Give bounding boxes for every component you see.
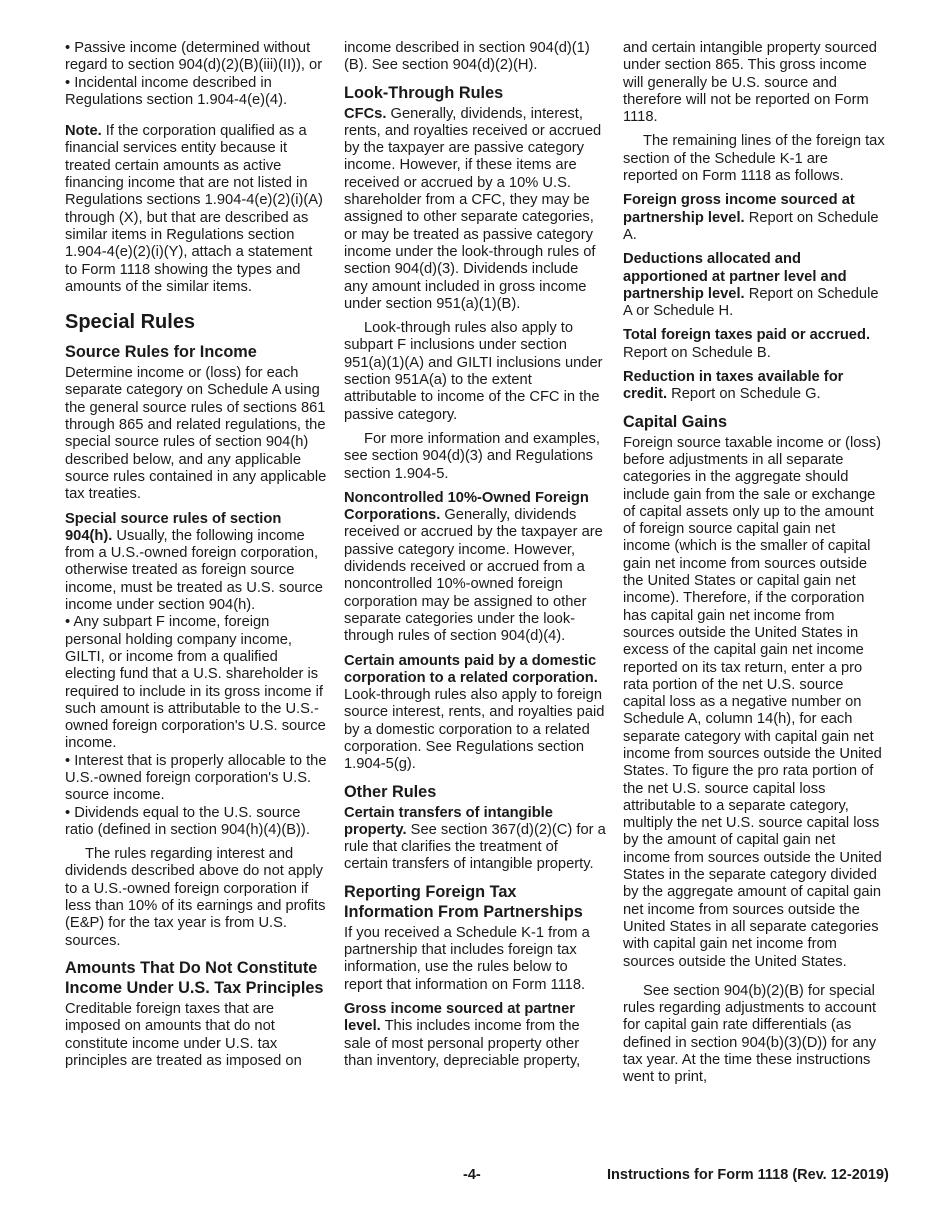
- page-number: -4-: [463, 1167, 481, 1183]
- remaining-lines-text: The remaining lines of the foreign tax section of the Schedule K-1 are reported on Form 1118 as follows.: [623, 133, 885, 185]
- cfcs-text: Generally, dividends, interest, rents, and royalties received or accrued by the taxpayer are passive category income. However, if these items are received or accrued by a 10% U.S. shareholder from a CFC, they may be assigned to other separate categories, or may be treated as passive category income under the look-through rules of section 904(d)(3). Dividends include any amount included in gross income under section 951(a)(1)(B).: [344, 105, 602, 312]
- capital-gains-heading: Capital Gains: [623, 412, 728, 431]
- foreign-gross-label: Foreign gross income sourced at partnership level.: [623, 192, 855, 226]
- reduction-text: Report on Schedule G.: [667, 386, 821, 403]
- bullet-incidental-income: • Incidental income described in Regulations section 1.904-4(e)(4).: [65, 74, 288, 108]
- source-rules-text: Determine income or (loss) for each separate category on Schedule A using the general source rules of sections 861 through 865 and related regulations, the special source rules of section 904(h) described below, and any applicable source rules contained in any applicable tax treaties.: [65, 365, 327, 503]
- total-taxes-paragraph: [623, 327, 885, 362]
- cfcs-label: CFCs.: [344, 105, 387, 122]
- deductions-paragraph: [623, 251, 885, 320]
- special-source-label: Special source rules of section 904(h).: [65, 510, 282, 544]
- certain-amounts-paragraph: [344, 653, 606, 774]
- bullet-dividends: • Dividends equal to the U.S. source ratio (defined in section 904(h)(4)(B)).: [65, 804, 310, 838]
- column-2: [344, 40, 606, 1077]
- continued-text: and certain intangible property sourced under section 865. This gross income will generally be U.S. source and therefore will not be reported on Form 1118.: [623, 40, 877, 126]
- continued-text: income described in section 904(d)(1)(B). See section 904(d)(2)(H).: [344, 40, 590, 74]
- transfers-text: See section 367(d)(2)(C) for a rule that clarifies the treatment of certain transfers of intangible property.: [344, 821, 606, 873]
- lookthrough-heading: Look-Through Rules: [344, 83, 504, 102]
- note-label: Note.: [65, 123, 102, 140]
- special-source-paragraph: [65, 511, 327, 615]
- source-rules-heading: Source Rules for Income: [65, 343, 257, 362]
- note-paragraph: [65, 123, 327, 296]
- total-taxes-label: Total foreign taxes paid or accrued.: [623, 327, 871, 344]
- reduction-paragraph: [623, 369, 885, 404]
- transfers-paragraph: [344, 805, 606, 874]
- noncontrolled-text: Generally, dividends received or accrued by the taxpayer are passive category income. However, dividends received or accrued from a noncontrolled 10%-owned foreign corporation may be assigned to other separate categories under the look-through rules of section 904(d)(4).: [344, 507, 603, 645]
- deductions-label: Deductions allocated and apportioned at partner level and partnership level.: [623, 251, 847, 302]
- see-section-text: See section 904(b)(2)(B) for special rules regarding adjustments to account for capital gain rate differentials (as defined in section 904(b)(3)(D)) for any tax year. At the time these instructions went to print,: [623, 982, 877, 1086]
- lookthrough-text: Look-through rules also apply to subpart F inclusions under section 951(a)(1)(A) and GILTI inclusions under section 951A(a) to the extent attributable to income of the CFC in the passive category.: [344, 320, 603, 423]
- certain-amounts-label: Certain amounts paid by a domestic corporation to a related corporation.: [344, 652, 598, 686]
- gross-income-label: Gross income sourced at partner level.: [344, 1000, 575, 1035]
- total-taxes-text: Report on Schedule B.: [623, 344, 771, 361]
- column-3: [623, 40, 885, 1094]
- cfcs-paragraph: [344, 106, 606, 314]
- foreign-gross-paragraph: [623, 192, 885, 244]
- reporting-heading: Reporting Foreign Tax Information From Partnerships: [344, 882, 583, 921]
- bullet-passive-income: • Passive income (determined without regard to section 904(d)(2)(B)(iii)(II)), or: [65, 40, 323, 74]
- certain-amounts-text: Look-through rules also apply to foreign source interest, rents, and royalties paid by a domestic corporation to a related corporation. See Regulations section 1.904-5(g).: [344, 687, 605, 773]
- rules-regarding-text: The rules regarding interest and dividends described above do not apply to a U.S.-owned foreign corporation if less than 10% of its earnings and profits (E&P) for the tax year is from U.S. sources.: [65, 846, 326, 949]
- form-title: Instructions for Form 1118 (Rev. 12-2019): [607, 1167, 889, 1183]
- more-info-text: For more information and examples, see section 904(d)(3) and Regulations section 1.904-5.: [344, 430, 600, 482]
- deductions-text: Report on Schedule A or Schedule H.: [623, 285, 879, 320]
- reporting-text: If you received a Schedule K-1 from a partnership that includes foreign tax information, use the rules below to report that information on Form 1118.: [344, 924, 590, 993]
- amounts-text: Creditable foreign taxes that are imposed on amounts that do not constitute income under U.S. tax principles are treated as imposed on: [65, 1000, 302, 1069]
- other-rules-heading: Other Rules: [344, 782, 437, 801]
- special-source-text: Usually, the following income from a U.S.-owned foreign corporation, otherwise treated as foreign source income, must be treated as U.S. source income under section 904(h).: [65, 527, 323, 614]
- column-1: [65, 40, 327, 1077]
- special-rules-heading: Special Rules: [65, 311, 196, 334]
- noncontrolled-paragraph: [344, 490, 606, 646]
- gross-income-text: This includes income from the sale of most personal property other than inventory, depreciable property,: [344, 1018, 581, 1069]
- bullet-subpart-f: • Any subpart F income, foreign personal holding company income, GILTI, or income from a qualified electing fund that a U.S. shareholder is required to include in its gross income if such amount is attributable to the U.S.-owned foreign corporation's U.S. source income.: [65, 614, 326, 752]
- bullet-interest: • Interest that is properly allocable to the U.S.-owned foreign corporation's U.S. source income.: [65, 752, 327, 804]
- gross-income-paragraph: [344, 1001, 606, 1070]
- transfers-label: Certain transfers of intangible property.: [344, 804, 553, 838]
- reduction-label: Reduction in taxes available for credit.: [623, 369, 844, 403]
- capital-gains-text: Foreign source taxable income or (loss) before adjustments in all separate categories in the aggregate should include gain from the sale or exchange of capital assets only up to the amount of foreign source capital gain net income (which is the smaller of capital gain net income from sources outside the United States or capital gain net income). Therefore, if the corporation has capital gain net income from sources outside the United States in excess of the capital gain net income reported on its tax return, enter a pro rata portion of the net U.S. source capital loss as a negative number on Schedule A, column 14(h), for each separate category with capital gain net income from sources outside the United States. To figure the pro rata portion of the net U.S. source capital loss attributable to a separate category, multiply the net U.S. source capital loss by the amount of capital gain net income from sources outside the United States in the separate category divided by the aggregate amount of capital gain net income from sources outside the United States in all separate categories with capital gain net income from sources outside the United States.: [623, 434, 882, 970]
- note-text: If the corporation qualified as a financial services entity because it treated certain amounts as active financing income that are not listed in Regulations sections 1.904-4(e)(2)(i)(A) through (X), but that are described as similar items in Regulations section 1.904-4(e)(2)(i)(Y), attach a statement to Form 1118 showing the types and amounts of the similar items.: [65, 123, 323, 295]
- amounts-heading: Amounts That Do Not Constitute Income Under U.S. Tax Principles: [65, 958, 324, 997]
- foreign-gross-text: Report on Schedule A.: [623, 209, 879, 243]
- noncontrolled-label: Noncontrolled 10%-Owned Foreign Corporations.: [344, 489, 589, 524]
